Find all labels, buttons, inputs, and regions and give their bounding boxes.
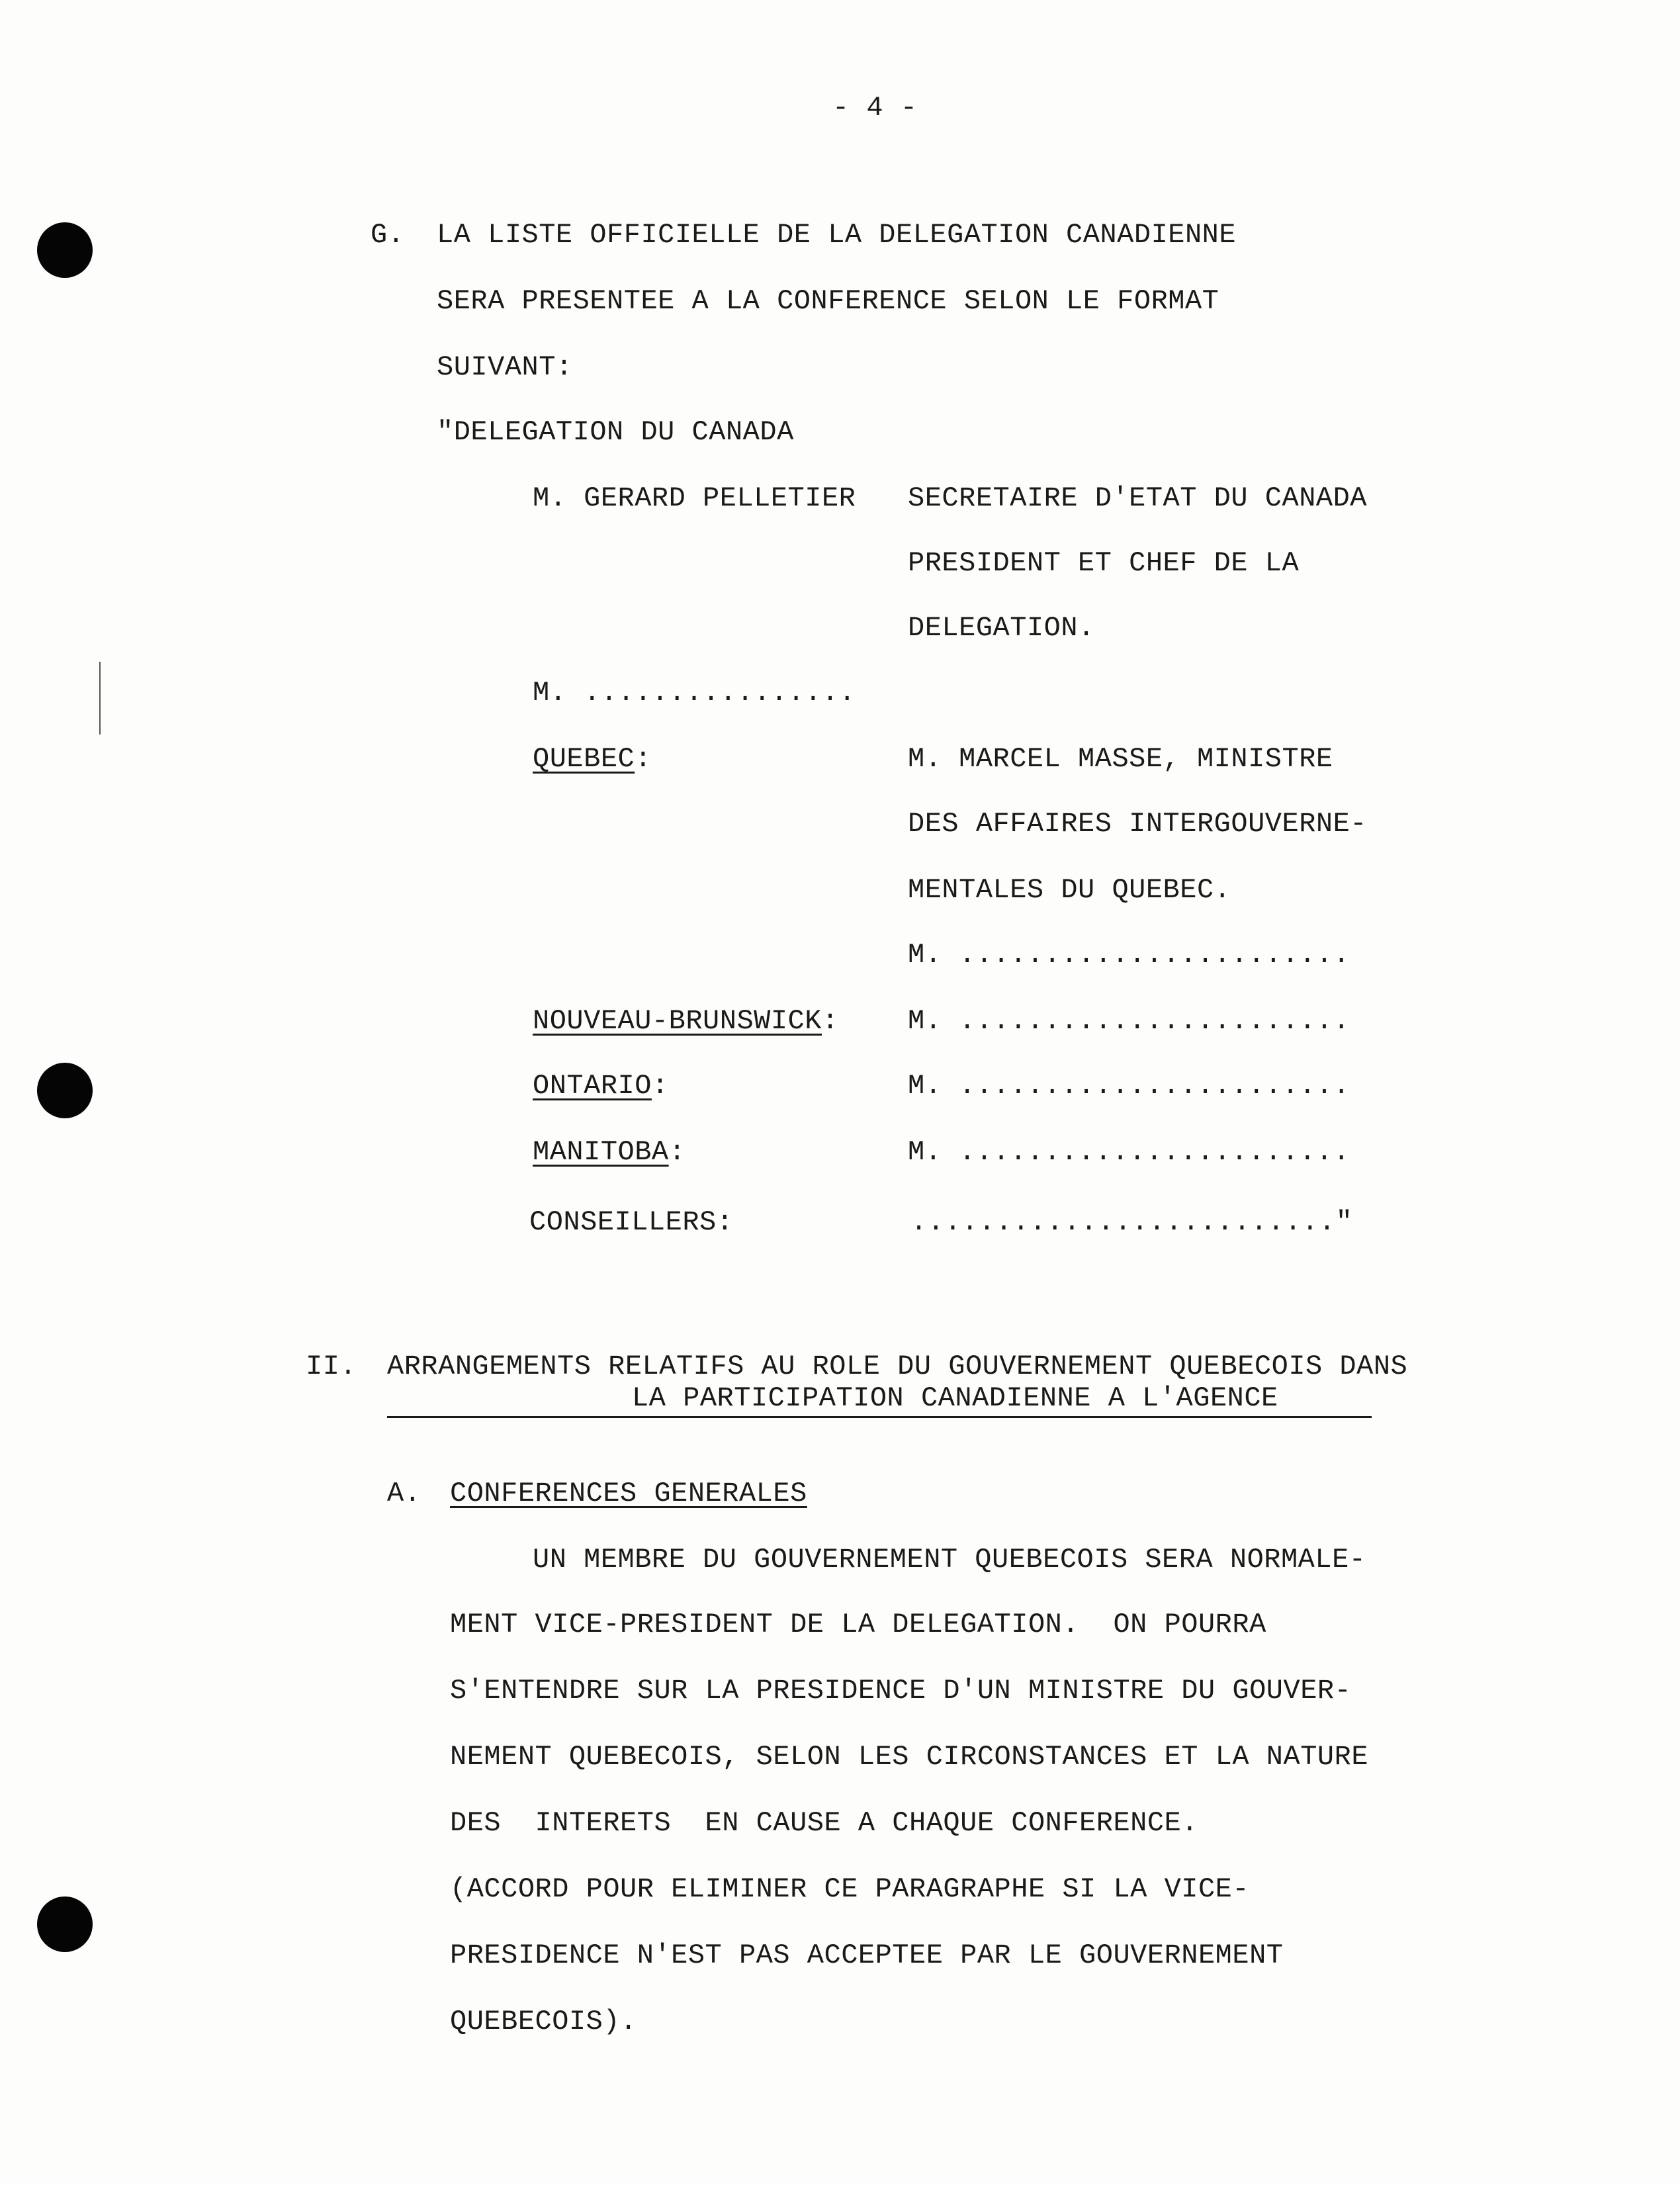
province-nb-label: NOUVEAU-BRUNSWICK — [533, 1005, 822, 1037]
margin-mark — [99, 662, 101, 735]
section-a-letter: A. — [387, 1478, 421, 1509]
page-number: - 4 - — [832, 92, 918, 124]
ontario-delegate: M. ....................... — [908, 1070, 1350, 1102]
section-ii-underline — [387, 1416, 1372, 1418]
province-nouveau-brunswick — [533, 1004, 839, 1038]
province-manitoba-colon: : — [668, 1136, 686, 1168]
conseillers-label: CONSEILLERS: — [529, 1206, 734, 1238]
conseillers-value: ........................." — [910, 1206, 1353, 1238]
section-g-letter: G. — [371, 219, 405, 251]
province-nb-colon: : — [821, 1005, 839, 1037]
section-g-line-1: LA LISTE OFFICIELLE DE LA DELEGATION CANADIENNE — [437, 219, 1237, 251]
quebec-line-3: MENTALES DU QUEBEC. — [908, 874, 1231, 906]
province-ontario-colon: : — [651, 1070, 669, 1102]
section-a-line-3: S'ENTENDRE SUR LA PRESIDENCE D'UN MINISTRE DU GOUVER- — [450, 1675, 1352, 1707]
section-a-line-8: QUEBECOIS). — [450, 2006, 637, 2037]
quebec-line-1: M. MARCEL MASSE, MINISTRE — [908, 743, 1333, 775]
delegate-blank: M. ................ — [533, 677, 856, 709]
section-g-line-2: SERA PRESENTEE A LA CONFERENCE SELON LE FORMAT — [437, 285, 1219, 317]
quebec-line-2: DES AFFAIRES INTERGOUVERNE- — [908, 808, 1368, 840]
section-a-heading: CONFERENCES GENERALES — [450, 1478, 807, 1509]
pelletier-title-3: DELEGATION. — [908, 612, 1095, 644]
province-quebec-label: QUEBEC — [533, 743, 635, 775]
section-ii-heading-2: LA PARTICIPATION CANADIENNE A L'AGENCE — [632, 1382, 1278, 1414]
punch-hole-bottom — [37, 1896, 93, 1952]
pelletier-title-1: SECRETAIRE D'ETAT DU CANADA — [908, 482, 1368, 514]
province-quebec — [533, 742, 652, 776]
section-a-line-4: NEMENT QUEBECOIS, SELON LES CIRCONSTANCES ET LA NATURE — [450, 1741, 1369, 1773]
section-a-line-7: PRESIDENCE N'EST PAS ACCEPTEE PAR LE GOUVERNEMENT — [450, 1940, 1284, 1971]
section-ii-numeral: II. — [306, 1351, 357, 1382]
section-a-line-5: DES INTERETS EN CAUSE A CHAQUE CONFERENCE. — [450, 1807, 1198, 1839]
section-a-line-2: MENT VICE-PRESIDENT DE LA DELEGATION. ON POURRA — [450, 1609, 1266, 1640]
punch-hole-top — [37, 222, 93, 278]
section-g-line-4: "DELEGATION DU CANADA — [437, 416, 794, 448]
section-ii-heading-1: ARRANGEMENTS RELATIFS AU ROLE DU GOUVERNEMENT QUEBECOIS DANS — [387, 1351, 1408, 1382]
province-manitoba-label: MANITOBA — [533, 1136, 669, 1168]
quebec-line-4: M. ....................... — [908, 939, 1350, 971]
section-g-line-3: SUIVANT: — [437, 351, 573, 383]
delegate-pelletier: M. GERARD PELLETIER — [533, 482, 856, 514]
section-a-line-1: UN MEMBRE DU GOUVERNEMENT QUEBECOIS SERA NORMALE- — [533, 1544, 1366, 1576]
nb-delegate: M. ....................... — [908, 1005, 1350, 1037]
province-ontario-label: ONTARIO — [533, 1070, 652, 1102]
pelletier-title-2: PRESIDENT ET CHEF DE LA — [908, 547, 1300, 579]
punch-hole-middle — [37, 1063, 93, 1118]
province-ontario — [533, 1069, 669, 1102]
section-a-line-6: (ACCORD POUR ELIMINER CE PARAGRAPHE SI LA VICE- — [450, 1873, 1250, 1905]
province-quebec-colon: : — [635, 743, 652, 775]
manitoba-delegate: M. ....................... — [908, 1136, 1350, 1168]
province-manitoba — [533, 1136, 685, 1169]
